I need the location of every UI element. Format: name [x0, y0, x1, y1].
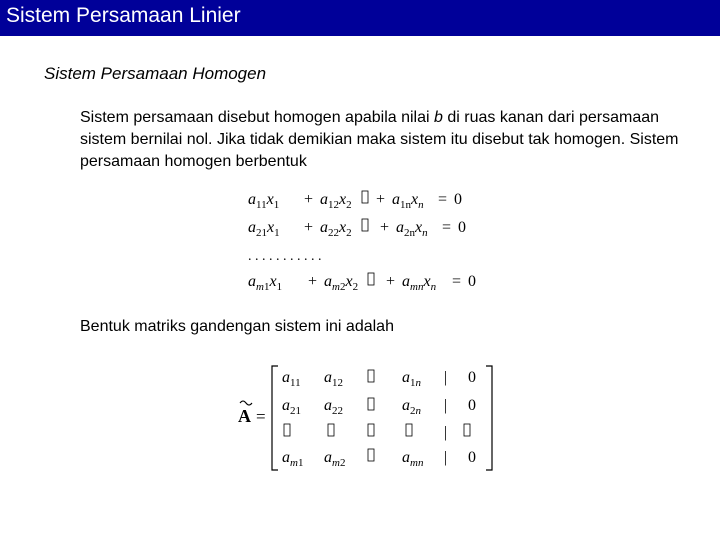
eq1-rhs: 0: [454, 191, 462, 208]
matrix-equals: =: [256, 407, 266, 426]
equals-sign: =: [442, 219, 452, 236]
eqm-term1: $a_m1x_1$: [248, 273, 283, 293]
cell-a2n: $a_2n$: [402, 397, 421, 417]
plus-sign: +: [386, 273, 396, 290]
plus-sign: +: [308, 273, 318, 290]
eqm-rhs: 0: [468, 273, 476, 290]
missing-glyph-box: [464, 424, 470, 436]
plus-sign: +: [376, 191, 386, 208]
slide-title: Sistem Persamaan Linier: [6, 4, 241, 27]
missing-glyph-box: [368, 424, 374, 436]
matrix-label: [238, 401, 266, 426]
missing-glyph-box: [328, 424, 334, 436]
eqm-termn: $a_{mn}x_n$: [402, 273, 437, 293]
eqm-term2: $a_m2x_2$: [324, 273, 359, 293]
title-bar: [0, 0, 720, 36]
eq2-term2: $a_{22}x_2$: [320, 219, 352, 239]
eq2-termn: $a_{2n}x_n$: [396, 219, 428, 239]
section-subtitle: Sistem Persamaan Homogen: [44, 64, 267, 83]
equation-row-1: [248, 191, 462, 211]
cell-a12: $a_{12}$: [324, 369, 343, 389]
para-text-2: di ruas kanan dari persamaan sistem bernilai nol. Jika tidak demikian maka sistem itu disebut tak homogen. Sistem persamaan homogen berbentuk: [80, 109, 679, 170]
missing-glyph-box: [406, 424, 412, 436]
eq2-term1: $a_{21}x_1$: [248, 219, 280, 239]
definition-paragraph: [80, 107, 680, 173]
separator-bar: |: [444, 397, 448, 414]
eq1-term1: $a_{11}x_1$: [248, 191, 280, 211]
plus-sign: +: [304, 219, 314, 236]
missing-glyph-box: [362, 191, 368, 203]
eq1-termn: $a_{1n}x_n$: [392, 191, 424, 211]
cell-rhs-m: 0: [468, 449, 476, 466]
tilde-icon: [240, 401, 252, 405]
cell-a22: $a_{22}$: [324, 397, 343, 417]
equation-system: [240, 184, 500, 298]
equation-row-m: [248, 273, 476, 293]
cell-amn: $a_{mn}$: [402, 449, 424, 469]
missing-glyph-box: [368, 273, 374, 285]
cell-am2: $a_m2$: [324, 449, 346, 469]
missing-glyph-box: [368, 370, 374, 382]
separator-bar: |: [444, 369, 448, 386]
missing-glyph-box: [362, 219, 368, 231]
equation-row-2: [248, 219, 466, 239]
cell-rhs-1: 0: [468, 369, 476, 386]
augmented-matrix: [232, 360, 502, 476]
separator-bar: |: [444, 424, 448, 441]
para-text-1: Sistem persamaan disebut homogen apabila nilai: [80, 109, 434, 126]
eq1-term2: $a_{12}x_2$: [320, 191, 352, 211]
left-bracket: [272, 366, 278, 470]
missing-glyph-box: [368, 449, 374, 461]
missing-glyph-box: [368, 398, 374, 410]
cell-a21: $a_{21}$: [282, 397, 301, 417]
eq2-rhs: 0: [458, 219, 466, 236]
matrix-intro-text: Bentuk matriks gandengan sistem ini adalah: [80, 318, 394, 335]
separator-bar: |: [444, 449, 448, 466]
var-b: b: [434, 109, 443, 126]
plus-sign: +: [380, 219, 390, 236]
plus-sign: +: [304, 191, 314, 208]
cell-a1n: $a_1n$: [402, 369, 421, 389]
matrix-symbol: A: [238, 406, 251, 426]
equals-sign: =: [438, 191, 448, 208]
ellipsis-row: . . . . . . . . . . .: [248, 249, 322, 264]
cell-a11: $a_{11}$: [282, 369, 301, 389]
equals-sign: =: [452, 273, 462, 290]
right-bracket: [486, 366, 492, 470]
cell-rhs-2: 0: [468, 397, 476, 414]
missing-glyph-box: [284, 424, 290, 436]
cell-am1: $a_m1$: [282, 449, 304, 469]
